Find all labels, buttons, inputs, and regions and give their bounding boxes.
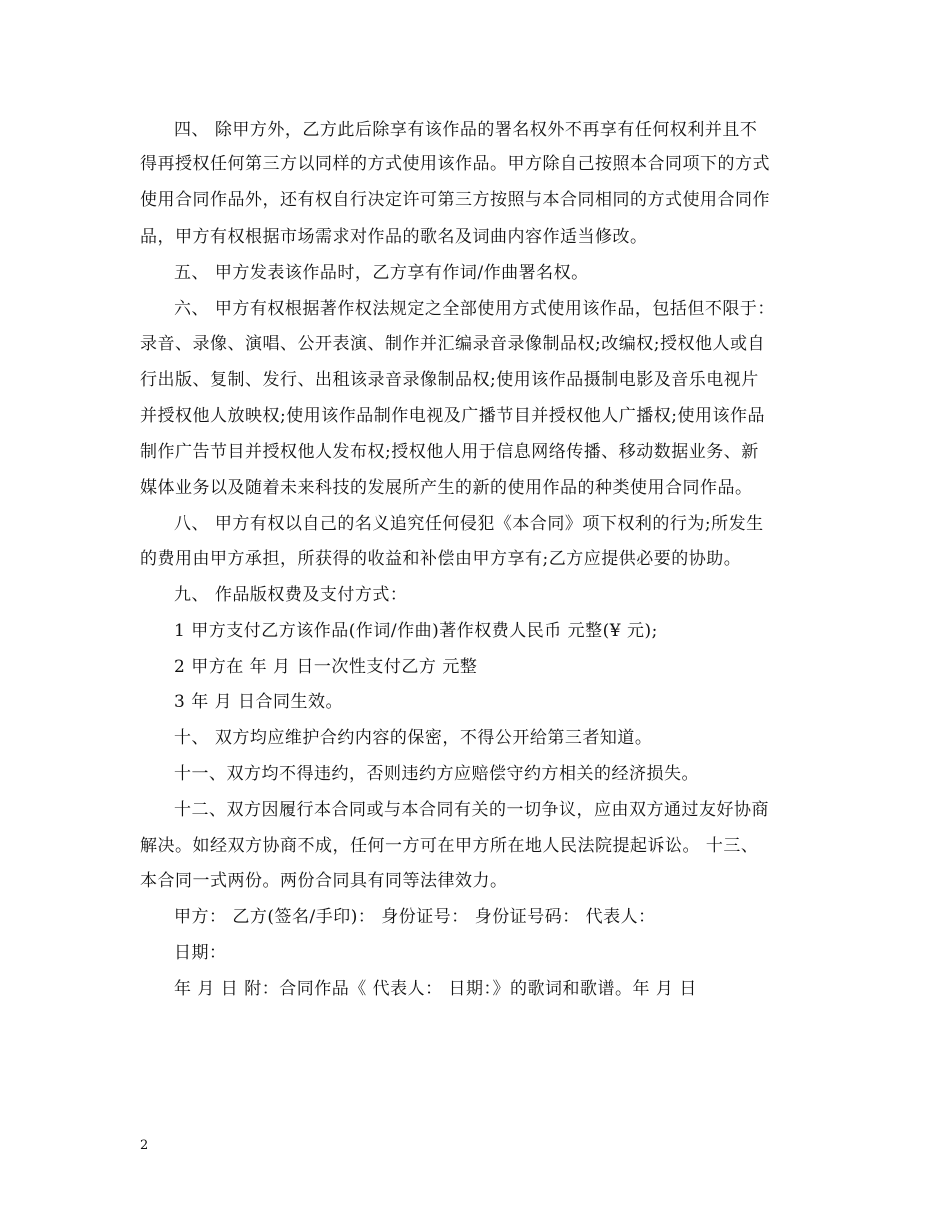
clause-4-line-1: 四、 除甲方外，乙方此后除享有该作品的署名权外不再享有任何权利并且不 (174, 120, 758, 140)
appendix-line: 年 月 日 附：合同作品《 代表人： 日期：》的歌词和歌谱。年 月 日 (174, 979, 697, 999)
clause-4-line-3: 使用合同作品外，还有权自行决定许可第三方按照与本合同相同的方式使用合同作 (140, 190, 770, 210)
clause-4-line-4: 品，甲方有权根据市场需求对作品的歌名及词曲内容作适当修改。 (140, 227, 648, 247)
clause-9-item-2: 2 甲方在 年 月 日一次性支付乙方 元整 (174, 657, 478, 677)
clause-10: 十、 双方均应维护合约内容的保密，不得公开给第三者知道。 (174, 728, 653, 748)
date-line: 日期： (174, 943, 227, 963)
page-number: 2 (140, 1138, 149, 1153)
clause-6-line-5: 制作广告节目并授权他人发布权;授权他人用于信息网络传播、移动数据业务、新 (140, 442, 759, 462)
clause-6-line-2: 录音、录像、演唱、公开表演、制作并汇编录音录像制品权;改编权;授权他人或自 (140, 334, 765, 354)
clause-8-line-2: 的费用由甲方承担，所获得的收益和补偿由甲方享有;乙方应提供必要的协助。 (140, 549, 742, 569)
clause-4-line-2: 得再授权任何第三方以同样的方式使用该作品。甲方除自己按照本合同项下的方式 (140, 154, 770, 174)
clause-9-item-1: 1 甲方支付乙方该作品(作词/作曲)著作权费人民币 元整(¥ 元); (174, 621, 658, 641)
clause-9-heading: 九、 作品版权费及支付方式： (174, 585, 408, 605)
clause-11: 十一、双方均不得违约，否则违约方应赔偿守约方相关的经济损失。 (174, 764, 699, 784)
clause-8-line-1: 八、 甲方有权以自己的名义追究任何侵犯《本合同》项下权利的行为;所发生 (174, 514, 764, 534)
clause-12-line-2: 解决。如经双方协商不成，任何一方可在甲方所在地人民法院提起诉讼。 十三、 (140, 836, 759, 856)
clause-12-line-1: 十二、双方因履行本合同或与本合同有关的一切争议，应由双方通过友好协商 (174, 800, 769, 820)
clause-13: 本合同一式两份。两份合同具有同等法律效力。 (140, 871, 508, 891)
signature-line: 甲方： 乙方(签名/手印)： 身份证号： 身份证号码： 代表人： (174, 907, 656, 927)
clause-6-line-6: 媒体业务以及随着未来科技的发展所产生的新的使用作品的种类使用合同作品。 (140, 478, 753, 498)
clause-5: 五、 甲方发表该作品时，乙方享有作词/作曲署名权。 (174, 263, 589, 283)
clause-6-line-3: 行出版、复制、发行、出租该录音录像制品权;使用该作品摄制电影及音乐电视片 (140, 370, 759, 390)
clause-6-line-1: 六、 甲方有权根据著作权法规定之全部使用方式使用该作品，包括但不限于： (174, 299, 775, 319)
clause-9-item-3: 3 年 月 日合同生效。 (174, 692, 344, 712)
clause-6-line-4: 并授权他人放映权;使用该作品制作电视及广播节目并授权他人广播权;使用该作品 (140, 406, 765, 426)
